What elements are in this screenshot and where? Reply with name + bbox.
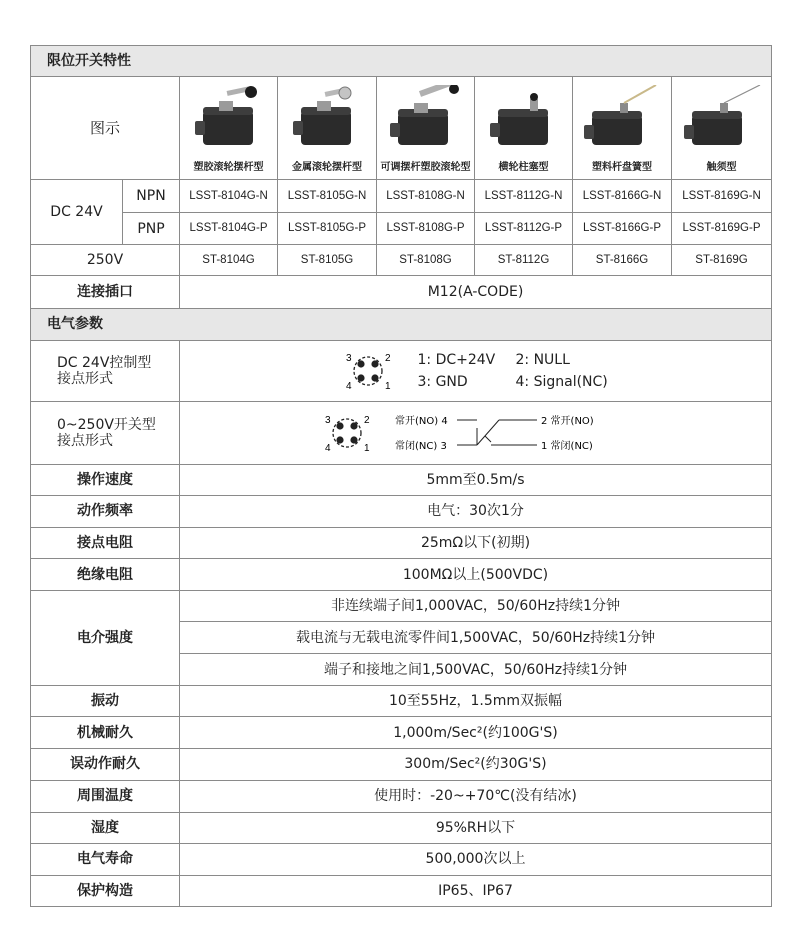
dc24v-label: DC 24V <box>31 180 123 245</box>
pnp-label: PNP <box>123 213 180 245</box>
connector-row <box>31 276 772 308</box>
roller-plunger-switch-image <box>484 85 564 155</box>
ac-contact-row <box>31 401 772 464</box>
section-header-electrical <box>31 308 772 340</box>
connector-value: M12(A-CODE) <box>180 276 772 308</box>
connector-label: 连接插口 <box>31 276 180 308</box>
spec-row-insulation <box>31 559 772 591</box>
product-name: 塑胶滚轮摆杆型 <box>193 161 264 173</box>
spec-row-vibration <box>31 686 772 717</box>
ac-contact-label <box>31 401 180 464</box>
spec-row-protection <box>31 875 772 906</box>
no-right-label: 2 常开(NO) <box>540 415 594 427</box>
spec-label: 绝缘电阻 <box>31 559 180 591</box>
spec-label: 电介强度 <box>31 591 180 686</box>
pin4-text: 4: Signal(NC) <box>515 373 608 390</box>
spec-row-mech-durability <box>31 717 772 749</box>
spec-label: 接点电阻 <box>31 528 180 559</box>
model-pnp: LSST-8112G-P <box>475 213 573 245</box>
spec-value: 300m/Sec²(约30G'S) <box>180 749 772 780</box>
ac250-row <box>31 245 772 276</box>
dc-contact-label-line2: 接点形式 <box>57 370 113 387</box>
model-pnp: LSST-8108G-P <box>377 213 475 245</box>
spec-row-operating-speed <box>31 464 772 495</box>
spec-label: 机械耐久 <box>31 717 180 749</box>
spec-value: 5mm至0.5m/s <box>180 464 772 495</box>
product-name: 横轮柱塞型 <box>498 161 549 173</box>
pin-number: 4 <box>324 442 331 454</box>
spec-label: 湿度 <box>31 812 180 843</box>
pin3-text: 3: GND <box>417 373 468 390</box>
spec-label: 操作速度 <box>31 464 180 495</box>
model-npn: LSST-8169G-N <box>672 180 772 213</box>
model-ac: ST-8104G <box>180 245 278 276</box>
dc-contact-label <box>31 340 180 401</box>
spec-value: IP65、IP67 <box>180 875 772 906</box>
product-cell-adjustable-lever <box>377 77 475 180</box>
product-cell-plastic-spring <box>573 77 672 180</box>
dc-contact-cell <box>180 340 772 401</box>
pin2-text: 2: NULL <box>515 351 570 368</box>
product-name: 金属滚轮摆杆型 <box>292 161 362 173</box>
pin-number: 3 <box>324 414 331 426</box>
model-ac: ST-8105G <box>278 245 377 276</box>
spec-value: 500,000次以上 <box>180 843 772 875</box>
model-pnp: LSST-8166G-P <box>573 213 672 245</box>
model-pnp: LSST-8105G-P <box>278 213 377 245</box>
spec-row-frequency <box>31 495 772 527</box>
spec-label: 误动作耐久 <box>31 749 180 780</box>
product-cell-roller-plunger <box>475 77 573 180</box>
model-npn: LSST-8108G-N <box>377 180 475 213</box>
metal-roller-switch-image <box>287 85 367 155</box>
model-pnp: LSST-8104G-P <box>180 213 278 245</box>
section-title: 电气参数 <box>31 308 772 340</box>
section-header-limit-switch <box>31 46 772 77</box>
nc-right-label: 1 常闭(NC) <box>540 440 593 452</box>
spec-value: 95%RH以下 <box>180 812 772 843</box>
spec-value: 电气：30次1分 <box>180 495 772 527</box>
pnp-row <box>31 213 772 245</box>
plastic-spring-switch-image <box>582 85 662 155</box>
pin1-text: 1: DC+24V <box>417 351 496 368</box>
product-name: 可调摆杆塑胶滚轮型 <box>380 161 471 173</box>
pin-number: 4 <box>345 380 352 392</box>
spec-row-electrical-life <box>31 843 772 875</box>
model-ac: ST-8169G <box>672 245 772 276</box>
product-cell-whisker <box>672 77 772 180</box>
product-cell-metal-roller <box>278 77 377 180</box>
illustration-label: 图示 <box>31 77 180 180</box>
section-title: 限位开关特性 <box>31 46 772 77</box>
model-pnp: LSST-8169G-P <box>672 213 772 245</box>
spec-value: 1,000m/Sec²(约100G'S) <box>180 717 772 749</box>
model-ac: ST-8166G <box>573 245 672 276</box>
model-ac: ST-8108G <box>377 245 475 276</box>
product-cell-roller-lever <box>180 77 278 180</box>
model-npn: LSST-8105G-N <box>278 180 377 213</box>
adjustable-lever-switch-image <box>386 85 466 155</box>
pin-number: 1 <box>363 442 370 454</box>
spec-label: 电气寿命 <box>31 843 180 875</box>
spec-row-contact-resistance <box>31 528 772 559</box>
spec-label: 周围温度 <box>31 780 180 812</box>
dc-contact-label-line1: DC 24V控制型 <box>57 354 152 371</box>
pin-number: 2 <box>384 352 391 364</box>
no-left-label: 常开(NO) 4 <box>394 415 448 427</box>
model-ac: ST-8112G <box>475 245 573 276</box>
m12-connector-icon <box>338 349 398 393</box>
switch-contact-diagram <box>395 408 635 458</box>
spec-label: 振动 <box>31 686 180 717</box>
ac-contact-label-line2: 接点形式 <box>57 432 113 449</box>
m12-connector-icon <box>317 411 377 455</box>
spec-value: 25mΩ以下(初期) <box>180 528 772 559</box>
npn-label: NPN <box>123 180 180 213</box>
spec-value: 载电流与无载电流零件间1,500VAC，50/60Hz持续1分钟 <box>180 622 772 654</box>
spec-label: 动作频率 <box>31 495 180 527</box>
ac-contact-label-line1: 0~250V开关型 <box>57 416 156 433</box>
spec-table <box>30 45 772 907</box>
roller-lever-switch-image <box>189 85 269 155</box>
spec-row-humidity <box>31 812 772 843</box>
model-npn: LSST-8166G-N <box>573 180 672 213</box>
spec-value: 使用时：-20~+70℃(没有结冰) <box>180 780 772 812</box>
spec-value: 非连续端子间1,000VAC，50/60Hz持续1分钟 <box>180 591 772 622</box>
ac250-label: 250V <box>31 245 180 276</box>
ac-contact-cell <box>180 401 772 464</box>
model-npn: LSST-8104G-N <box>180 180 278 213</box>
dc-contact-row <box>31 340 772 401</box>
npn-row <box>31 180 772 213</box>
spec-row-dielectric <box>31 591 772 622</box>
spec-value: 100MΩ以上(500VDC) <box>180 559 772 591</box>
spec-row-malfunction <box>31 749 772 780</box>
illustration-row <box>31 77 772 180</box>
pin-number: 3 <box>345 352 352 364</box>
product-name: 触须型 <box>706 161 737 173</box>
spec-label: 保护构造 <box>31 875 180 906</box>
pin-number: 1 <box>384 380 391 392</box>
nc-left-label: 常闭(NC) 3 <box>394 440 447 452</box>
product-name: 塑料杆盘簧型 <box>592 161 652 173</box>
spec-value: 10至55Hz，1.5mm双振幅 <box>180 686 772 717</box>
spec-row-temperature <box>31 780 772 812</box>
model-npn: LSST-8112G-N <box>475 180 573 213</box>
pin-number: 2 <box>363 414 370 426</box>
spec-value: 端子和接地之间1,500VAC，50/60Hz持续1分钟 <box>180 654 772 686</box>
whisker-switch-image <box>682 85 762 155</box>
pin-assignment <box>418 349 614 393</box>
